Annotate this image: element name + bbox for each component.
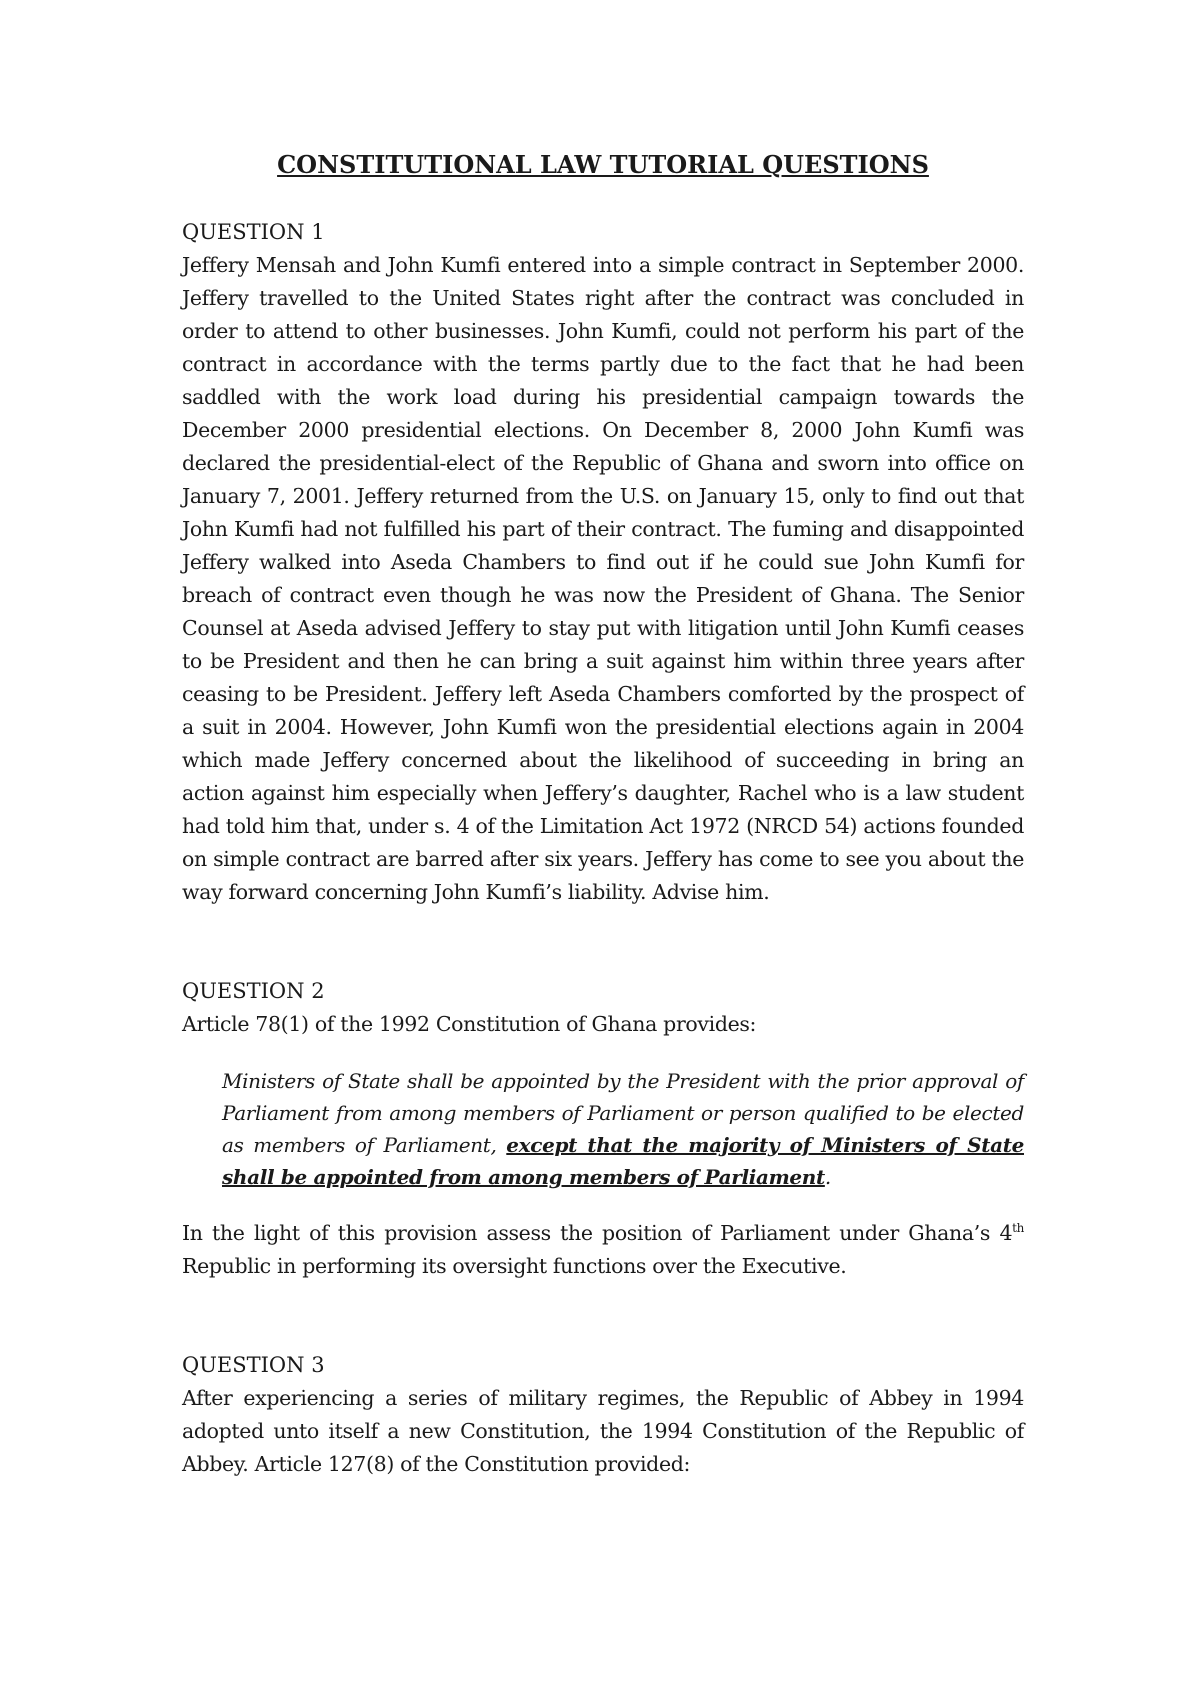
question-2-heading: QUESTION 2 — [182, 979, 325, 1003]
quote-emphasis: except that the majority of Ministers of State shall be appointed from among members of Parliament — [222, 1133, 1024, 1189]
question-2-body — [182, 1217, 1024, 1283]
question-3-section — [182, 1349, 1024, 1481]
ordinal-superscript: th — [1012, 1221, 1024, 1236]
question-2-body-part1: In the light of this provision assess the position of Parliament under Ghana’s 4 — [182, 1221, 1013, 1245]
article-quote — [222, 1065, 1024, 1193]
question-3-body: After experiencing a series of military regimes, the Republic of Abbey in 1994 adopted unto itself a new Constitution, the 1994 Constitution of the Republic of Abbey. Article 127(8) of the Constitution provided: — [182, 1386, 1024, 1476]
quote-end: . — [824, 1165, 831, 1189]
section-spacer — [182, 909, 1024, 975]
section-spacer — [182, 1283, 1024, 1349]
question-2-section — [182, 975, 1024, 1283]
quote-text: Ministers of State shall be appointed by the President with the prior approval of Parliament from among members of Parliament or person qualified to be elected as members of Parliament, — [222, 1069, 1024, 1157]
question-2-intro: Article 78(1) of the 1992 Constitution of Ghana provides: — [182, 1012, 757, 1036]
question-3-heading: QUESTION 3 — [182, 1353, 325, 1377]
document-page — [182, 148, 1024, 1481]
question-2-body-part2: Republic in performing its oversight functions over the Executive. — [182, 1254, 847, 1278]
question-1-body: Jeffery Mensah and John Kumfi entered into a simple contract in September 2000. Jeffery travelled to the United States right after the contract was concluded in order to attend to other businesses. John Kumfi, could not perform his part of the contract in accordance with the terms partly due to the fact that he had been saddled with the work load during his presidential campaign towards the December 2000 presidential elections. On December 8, 2000 John Kumfi was declared the presidential-elect of the Republic of Ghana and sworn into office on January 7, 2001. Jeffery returned from the U.S. on January 15, only to find out that John Kumfi had not fulfilled his part of their contract. The fuming and disappointed Jeffery walked into Aseda Chambers to find out if he could sue John Kumfi for breach of contract even though he was now the President of Ghana. The Senior Counsel at Aseda advised Jeffery to stay put with litigation until John Kumfi ceases to be President and then he can bring a suit against him within three years after ceasing to be President. Jeffery left Aseda Chambers comforted by the prospect of a suit in 2004. However, John Kumfi won the presidential elections again in 2004 which made Jeffery concerned about the likelihood of succeeding in bring an action against him especially when Jeffery’s daughter, Rachel who is a law student had told him that, under s. 4 of the Limitation Act 1972 (NRCD 54) actions founded on simple contract are barred after six years. Jeffery has come to see you about the way forward concerning John Kumfi’s liability. Advise him. — [182, 253, 1024, 904]
question-1-section — [182, 216, 1024, 909]
question-1-heading: QUESTION 1 — [182, 220, 325, 244]
document-title: CONSTITUTIONAL LAW TUTORIAL QUESTIONS — [277, 150, 929, 179]
